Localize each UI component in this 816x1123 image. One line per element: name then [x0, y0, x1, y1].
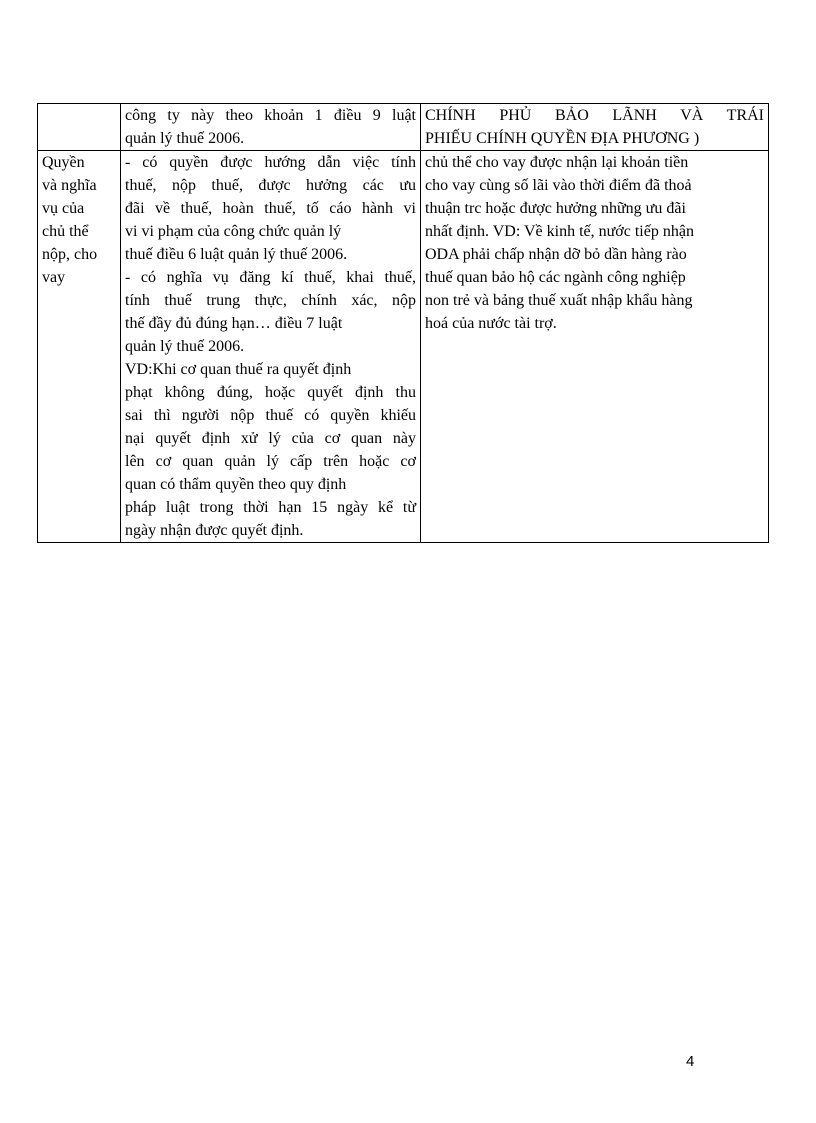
text-line: vi vi phạm của công chức quản lý: [125, 223, 342, 240]
text-line: non trẻ và bảng thuế xuất nhập khẩu hàng: [425, 292, 693, 309]
text-line: hoá của nước tài trợ.: [425, 315, 557, 332]
text-line: thế đầy đủ đúng hạn… điều 7 luật: [125, 315, 343, 332]
text-line: thuế quan bảo hộ các ngành công nghiệp: [425, 269, 686, 286]
text-line: PHIẾU CHÍNH QUYỀN ĐỊA PHƯƠNG ): [425, 130, 700, 147]
page-number: 4: [686, 1053, 695, 1070]
table-row: [38, 151, 769, 543]
content-table: [37, 103, 769, 543]
text-line: nhất định. VD: Về kinh tế, nước tiếp nhận: [425, 223, 694, 240]
text-line: phạt không đúng, hoặc quyết định thu: [125, 384, 416, 401]
text-line: quản lý thuế 2006.: [125, 338, 245, 355]
row1-col3-cell: [421, 104, 769, 151]
text-line: nại quyết định xử lý của cơ quan này: [125, 430, 416, 447]
text-line: chủ thể: [42, 223, 89, 240]
text-line: vụ của: [42, 200, 85, 217]
text-line: sai thì người nộp thuế có quyền khiếu: [125, 407, 416, 424]
text-line: vay: [42, 269, 66, 286]
text-line: pháp luật trong thời hạn 15 ngày kể từ: [125, 499, 416, 516]
row1-label-cell: [38, 104, 121, 151]
text-line: thuận trc hoặc được hưởng những ưu đãi: [425, 200, 686, 217]
text-line: ODA phải chấp nhận dỡ bỏ dần hàng rào: [425, 246, 687, 263]
text-line: thuế điều 6 luật quản lý thuế 2006.: [125, 246, 348, 263]
text-line: - có nghĩa vụ đăng kí thuế, khai thuế,: [125, 269, 416, 286]
row1-col2-cell: [121, 104, 421, 151]
text-line: cho vay cùng số lãi vào thời điểm đã thoả: [425, 177, 692, 194]
text-line: Quyền: [42, 154, 85, 171]
row2-col2-cell: [121, 151, 421, 543]
text-line: - có quyền được hướng dẫn việc tính: [125, 154, 416, 171]
row2-label-cell: [38, 151, 121, 543]
text-line: công ty này theo khoản 1 điều 9 luật: [125, 107, 416, 124]
text-line: thuế, nộp thuế, được hưởng các ưu: [125, 177, 416, 194]
text-line: CHÍNH PHỦ BẢO LÃNH VÀ TRÁI: [425, 107, 764, 124]
text-line: VD:Khi cơ quan thuế ra quyết định: [125, 361, 352, 378]
text-line: quan có thẩm quyền theo quy định: [125, 476, 347, 493]
text-line: lên cơ quan quản lý cấp trên hoặc cơ: [125, 453, 416, 470]
text-line: quản lý thuế 2006.: [125, 130, 245, 147]
text-line: tính thuế trung thực, chính xác, nộp: [125, 292, 416, 309]
text-line: ngày nhận được quyết định.: [125, 522, 304, 539]
text-line: đãi về thuế, hoàn thuế, tố cáo hành vi: [125, 200, 416, 217]
text-line: chủ thể cho vay được nhận lại khoản tiền: [425, 154, 689, 171]
row2-col3-cell: [421, 151, 769, 543]
table-row: [38, 104, 769, 151]
text-line: nộp, cho: [42, 246, 98, 263]
text-line: và nghĩa: [42, 177, 97, 194]
